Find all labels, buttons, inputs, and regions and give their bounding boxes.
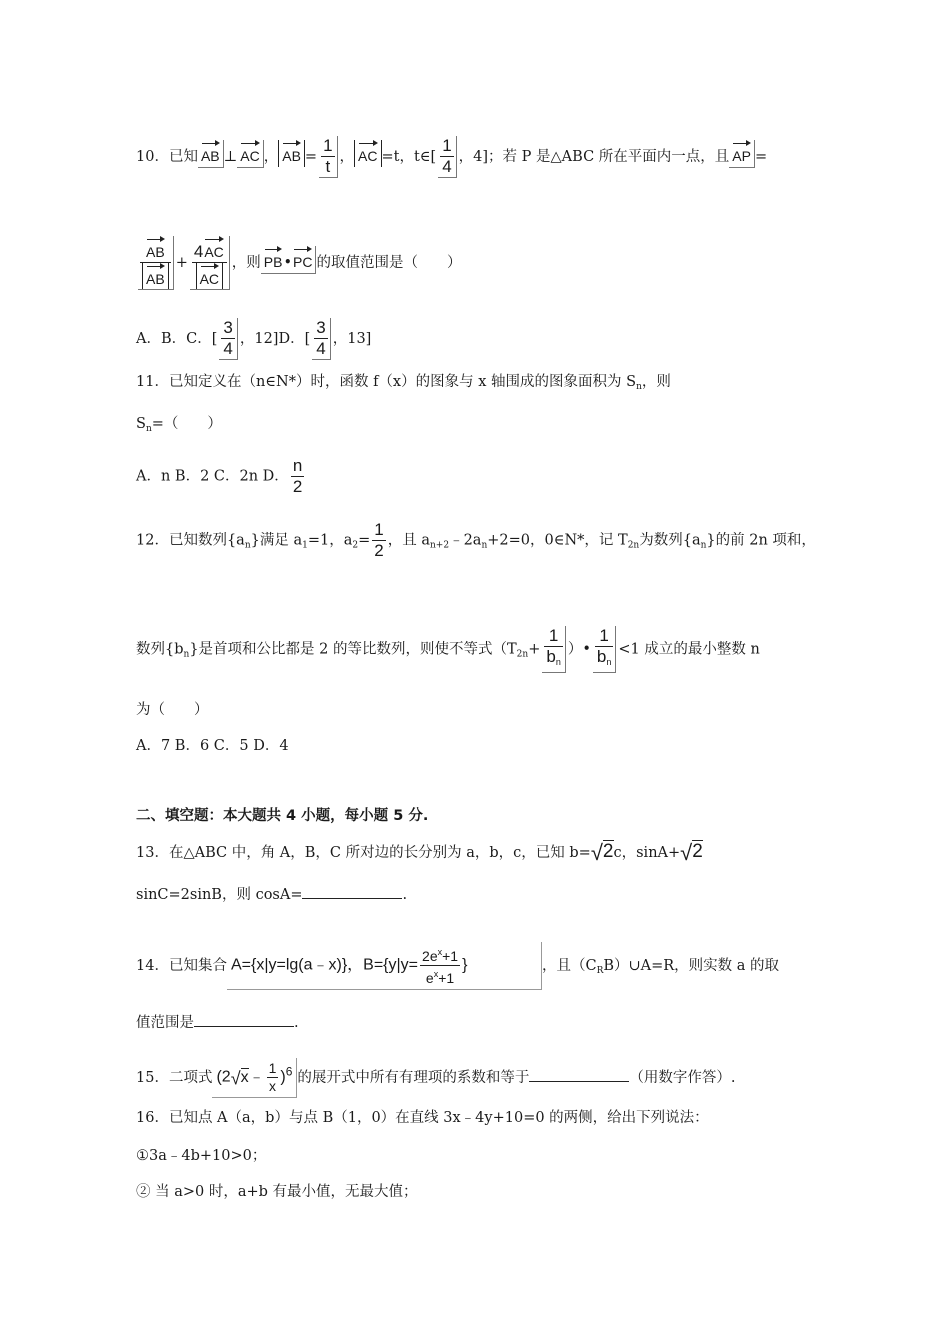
sqrt-symbol: √	[590, 840, 603, 865]
q15-line: 15．二项式 (2√x﹣ $\frac{1}{x}$ )$^6$ 的展开式中所有有理项的系数和等于 （用数字作答）.	[136, 1058, 736, 1098]
q10-options	[136, 318, 371, 360]
perp-symbol: ⊥	[223, 149, 238, 165]
q12-line3: 为（ ）	[136, 702, 209, 718]
q16-item2: ② 当 a>0 时，a+b 有最小值，无最大值；	[136, 1184, 418, 1200]
vector-ac: AC	[237, 140, 263, 168]
answer-blank[interactable]	[529, 1067, 629, 1082]
set-definition-formula: A={x|y=lg(a﹣x)}，B={y|y= $\frac{2e^x+1}{e^x+1}$ }	[227, 942, 542, 990]
fraction-1-over-4: $\frac{1}{4}$	[438, 136, 456, 178]
q10-option-text: ，13]	[332, 331, 372, 347]
q16-line1: 16．已知点 A（a，b）与点 B（1，0）在直线 3x﹣4y+10=0 的两侧，给出下列说法：	[136, 1110, 709, 1126]
fraction-1-over-bn: $\frac{1}{b_n}$	[593, 626, 616, 673]
q12-line1: 12．已知数列$\{a_n\}$满足 $a_1=1$，$a_2=$ $\frac{1}{2}$ ，且 $a_{n+2}﹣2a_n+2=0$，0∈N*，记 $T_{2n}$为数列$\{a_n\}$的前 2n 项和，	[136, 520, 816, 560]
q10-prefix: 10．已知	[136, 149, 198, 165]
answer-blank[interactable]	[194, 1012, 294, 1027]
q11-options: A．n B．2 C．2n D． $\frac{n}{2}$	[136, 456, 303, 496]
fraction-set-b: $\frac{2e^x+1}{e^x+1}$	[422, 947, 459, 986]
abs-ac: AC	[354, 140, 381, 167]
vector-ab: AB	[198, 140, 224, 168]
q12-options: A．7 B．6 C．5 D．4	[136, 738, 289, 754]
fraction-4ac-over-abs-ac: $\frac{4AC}{AC}$	[190, 236, 230, 290]
fraction-n-over-2: $\frac{n}{2}$	[292, 456, 303, 496]
q12-line2: 数列$\{b_n\}$是首项和公比都是 2 的等比数列，则使不等式（$T_{2n}+$ $\frac{1}{b_n}$ ）• $\frac{1}{b_n}$ <1 成立的最小整数 n	[136, 626, 760, 673]
section-heading: 二、填空题：本大题共 4 小题，每小题 5 分.	[136, 808, 429, 824]
sqrt-symbol: √	[230, 1068, 241, 1089]
q10-condition-text: ，4]；若 P 是△ABC 所在平面内一点，且	[458, 149, 730, 165]
q16-item1: ①3a﹣4b+10>0；	[136, 1148, 267, 1164]
comma: ，	[263, 149, 279, 165]
comma: ，	[339, 149, 355, 165]
fraction-1-over-bn: $\frac{1}{b_n}$	[542, 626, 565, 673]
q10-line2	[136, 236, 461, 290]
q14-line1: 14．已知集合 A={x|y=lg(a﹣x)}，B={y|y= $\frac{2e^x+1}{e^x+1}$ } ，且$(C_RB)\cup A=R$，则实数 a 的取	[136, 942, 779, 990]
abs-ab: AB	[278, 140, 305, 167]
equals: =	[304, 149, 318, 165]
vector-ap: AP	[729, 140, 755, 168]
fraction-1-over-t: $\frac{1}{t}$	[319, 136, 337, 178]
fraction-ab-over-abs-ab: $\frac{AB}{AB}$	[138, 236, 174, 290]
q10-line1	[136, 136, 767, 178]
t-range-text: =t，t∈[	[381, 149, 437, 165]
binomial-formula: (2√x﹣ $\frac{1}{x}$ )$^6$	[212, 1058, 297, 1098]
fraction-3-over-4: $\frac{3}{4}$	[312, 318, 330, 360]
q14-line2: 值范围是 .	[136, 1012, 299, 1033]
then-text: ，则	[231, 255, 261, 271]
equals: =	[754, 149, 768, 165]
answer-blank[interactable]	[302, 884, 402, 899]
sqrt-symbol: √	[680, 840, 693, 865]
fraction-1-over-x: $\frac{1}{x}$	[268, 1060, 277, 1094]
q11-line1: 11．已知定义在（n∈N*）时，函数 f（x）的图象与 x 轴围成的图象面积为 $S_n$，则	[136, 374, 671, 392]
plus-sign: +	[175, 255, 188, 271]
dot-product-pb-pc: PB•PC	[261, 246, 317, 274]
q10-question-text: 的取值范围是（ ）	[316, 255, 462, 271]
q10-option-text: ，12]D．[	[239, 331, 311, 347]
q11-line2: $S_n=$（ ）	[136, 416, 222, 434]
q10-option-text: A．B．C．[	[136, 331, 218, 347]
q13-line2: sinC=2sinB，则 cosA= .	[136, 884, 407, 905]
fraction-3-over-4: $\frac{3}{4}$	[219, 318, 237, 360]
q13-line1: 13．在△ABC 中，角 A，B，C 所对边的长分别为 a，b，c，已知 b=√2c，sinA+√2	[136, 840, 703, 865]
fraction-1-over-2: $\frac{1}{2}$	[374, 520, 384, 560]
